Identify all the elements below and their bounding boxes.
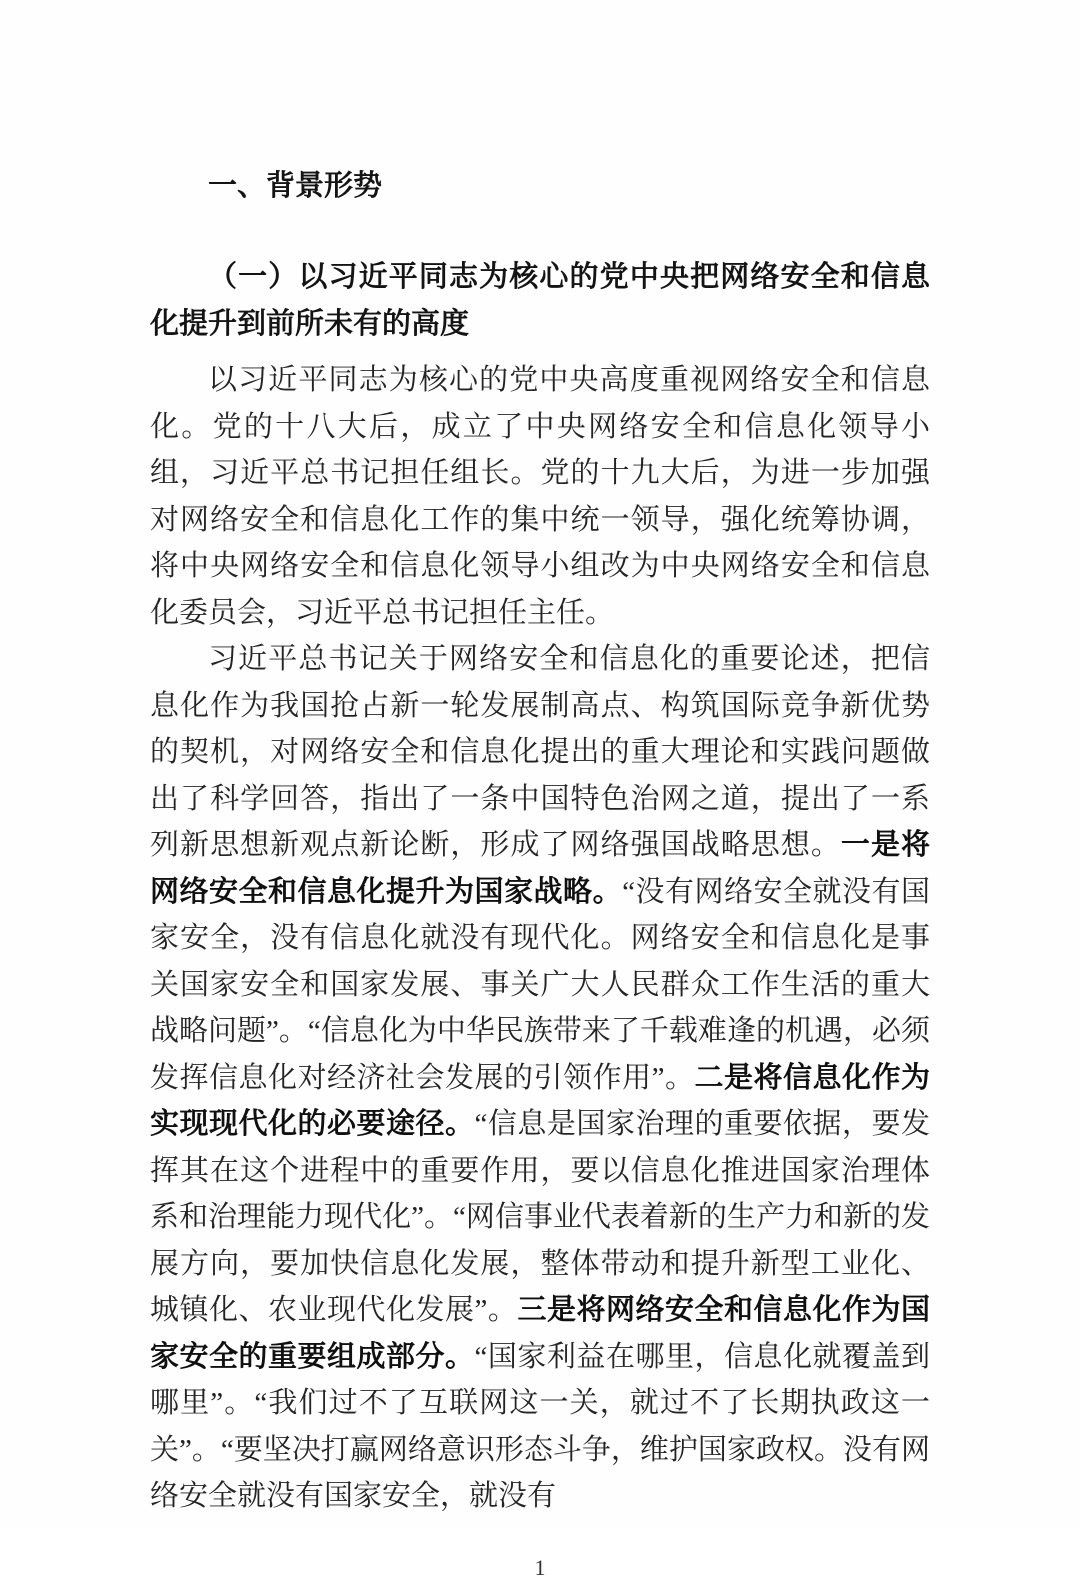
text-run: “没有网络安全就没有国家安全，没有信息化就没有现代化。网络安全和信息化是事关国家安全和国家发展、事关广大人民群众工作生活的重大战略问题”。“信息化为中华民族带来了千载难逢的机遇，必须发挥信息化对经济社会发展的引领作用”。 — [150, 875, 930, 1094]
text-run: “信息是国家治理的重要依据，要发挥其在这个进程中的重要作用，要以信息化推进国家治理体系和治理能力现代化”。“网信事业代表着新的生产力和新的发展方向，要加快信息化发展，整体带动和提升新型工业化、城镇化、农业现代化发展”。 — [150, 1108, 930, 1326]
text-run: 以习近平同志为核心的党中央高度重视网络安全和信息化。党的十八大后，成立了中央网络安全和信息化领导小组，习近平总书记担任组长。党的十九大后，为进一步加强对网络安全和信息化工作的集中统一领导，强化统筹协调，将中央网络安全和信息化领导小组改为中央网络安全和信息化委员会，习近平总书记担任主任。 — [150, 364, 930, 629]
section-title: 一、背景形势 — [208, 170, 383, 202]
text-run-emphasis: 一是将网络安全和信息化提升为国家战略。 — [150, 829, 930, 908]
page-number: 1 — [534, 1554, 546, 1580]
text-run-emphasis: 三是将网络安全和信息化作为国家安全的重要组成部分。 — [150, 1294, 930, 1373]
body-paragraph-1 — [150, 357, 930, 636]
text-run-emphasis: 二是将信息化作为实现现代化的必要途径。 — [150, 1061, 930, 1140]
body-paragraph-2 — [150, 636, 930, 1520]
text-run: “国家利益在哪里，信息化就覆盖到哪里”。“我们过不了互联网这一关，就过不了长期执政这一关”。“要坚决打赢网络意识形态斗争，维护国家政权。没有网络安全就没有国家安全，就没有 — [150, 1340, 930, 1512]
subsection-title: （一）以习近平同志为核心的党中央把网络安全和信息化提升到前所未有的高度 — [150, 261, 930, 340]
text-run: 习近平总书记关于网络安全和信息化的重要论述，把信息化作为我国抢占新一轮发展制高点、构筑国际竞争新优势的契机，对网络安全和信息化提出的重大理论和实践问题做出了科学回答，指出了一条中国特色治网之道，提出了一系列新思想新观点新论断，形成了网络强国战略思想。 — [150, 643, 930, 861]
